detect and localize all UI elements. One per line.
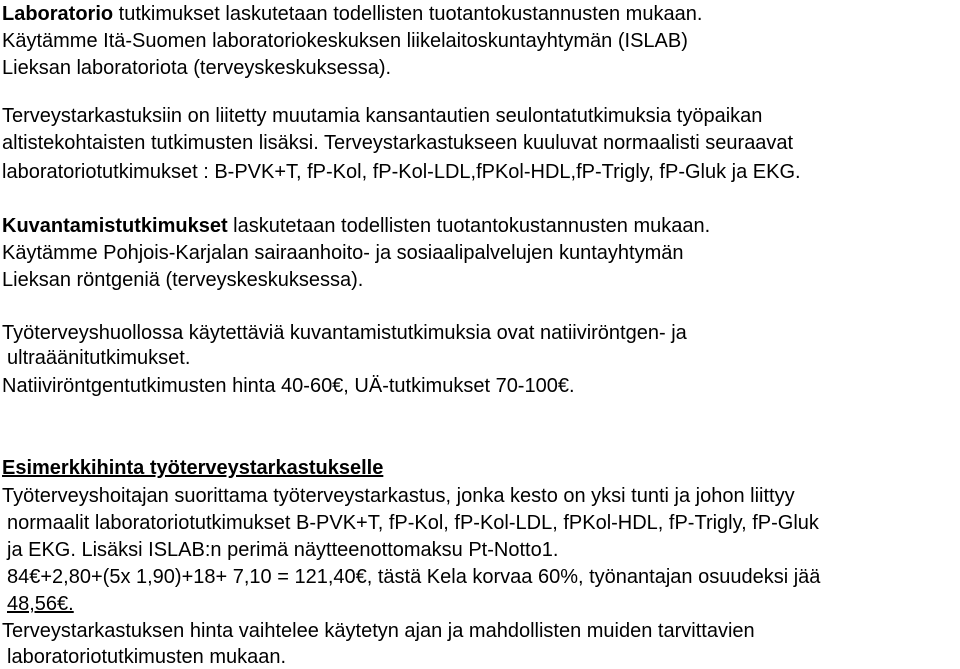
lab-line-1-text: tutkimukset laskutetaan todellisten tuotantokustannusten mukaan. bbox=[113, 3, 703, 25]
example-line-4: 84€+2,80+(5x 1,90)+18+ 7,10 = 121,40€, tästä Kela korvaa 60%, työnantajan osuudeksi jää bbox=[7, 566, 821, 588]
example-line-6: Terveystarkastuksen hinta vaihtelee käytetyn ajan ja mahdollisten muiden tarvittavien bbox=[2, 620, 755, 642]
occupational-line-2: ultraäänitutkimukset. bbox=[7, 347, 191, 369]
lab-line-3: Lieksan laboratoriota (terveyskeskuksessa). bbox=[2, 57, 392, 79]
imaging-line-2: Käytämme Pohjois-Karjalan sairaanhoito- ja sosiaalipalvelujen kuntayhtymän bbox=[2, 242, 684, 264]
example-share-amount: 48,56€. bbox=[7, 593, 74, 615]
lab-line-1 bbox=[2, 2, 702, 26]
imaging-line-1-text: laskutetaan todellisten tuotantokustannusten mukaan. bbox=[227, 215, 711, 237]
example-heading-text: Esimerkkihinta työterveystarkastukselle bbox=[2, 457, 384, 479]
imaging-heading: Kuvantamistutkimukset bbox=[2, 215, 228, 237]
occupational-line-1: Työterveyshuollossa käytettäviä kuvantamistutkimuksia ovat natiiviröntgen- ja bbox=[2, 322, 687, 344]
screening-line-3: laboratoriotutkimukset : B-PVK+T, fP-Kol, fP-Kol-LDL,fPKol-HDL,fP-Trigly, fP-Gluk ja EKG. bbox=[2, 161, 801, 183]
imaging-line-3: Lieksan röntgeniä (terveyskeskuksessa). bbox=[2, 269, 364, 291]
lab-heading: Laboratorio bbox=[2, 3, 114, 25]
occupational-line-3: Natiiviröntgentutkimusten hinta 40-60€, UÄ-tutkimukset 70-100€. bbox=[2, 375, 575, 397]
imaging-line-1 bbox=[2, 214, 710, 238]
lab-line-2: Käytämme Itä-Suomen laboratoriokeskuksen liikelaitoskuntayhtymän (ISLAB) bbox=[2, 30, 688, 52]
example-line-5 bbox=[7, 592, 74, 616]
screening-line-2: altistekohtaisten tutkimusten lisäksi. Terveystarkastukseen kuuluvat normaalisti seuraavat bbox=[2, 132, 794, 154]
example-line-7: laboratoriotutkimusten mukaan. bbox=[7, 646, 287, 668]
example-heading bbox=[2, 456, 383, 480]
example-line-2: normaalit laboratoriotutkimukset B-PVK+T, fP-Kol, fP-Kol-LDL, fPKol-HDL, fP-Trigly, fP-Gluk bbox=[7, 512, 819, 534]
example-line-1: Työterveyshoitajan suorittama työterveystarkastus, jonka kesto on yksi tunti ja johon liittyy bbox=[2, 485, 795, 507]
example-line-3: ja EKG. Lisäksi ISLAB:n perimä näytteenottomaksu Pt-Notto1. bbox=[7, 539, 559, 561]
screening-line-1: Terveystarkastuksiin on liitetty muutamia kansantautien seulontatutkimuksia työpaikan bbox=[2, 105, 763, 127]
